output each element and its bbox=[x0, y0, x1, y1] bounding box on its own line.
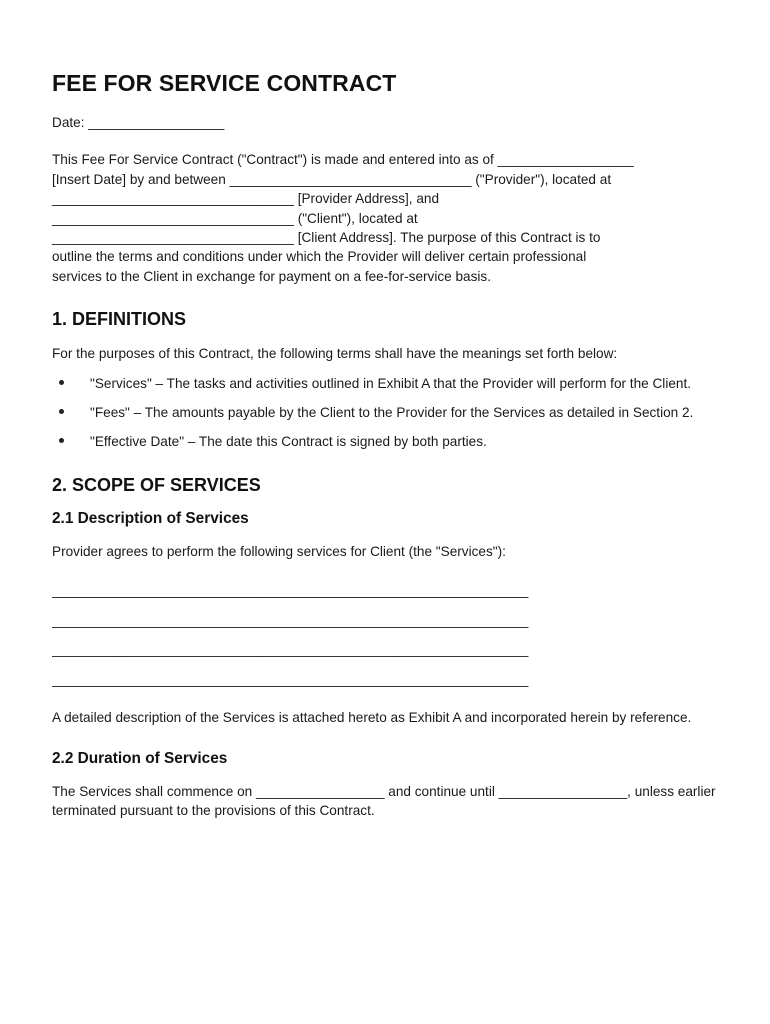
definition-text: "Fees" – The amounts payable by the Client to the Provider for the Services as detailed in Section 2. bbox=[90, 405, 694, 421]
date-line: Date: __________________ bbox=[52, 115, 225, 130]
subsection-2-1 bbox=[52, 510, 718, 728]
section-2-heading: 2. SCOPE OF SERVICES bbox=[52, 474, 261, 495]
bullet-icon bbox=[59, 380, 64, 385]
definition-item bbox=[52, 374, 710, 393]
definition-text: "Services" – The tasks and activities outlined in Exhibit A that the Provider will perform for the Client. bbox=[90, 375, 692, 391]
duration-text: The Services shall commence on _________________ and continue until _________________, unless earlier terminated pursuant to the provisions of this Contract. bbox=[52, 783, 716, 819]
services-blank-lines bbox=[52, 576, 718, 694]
intro-line: ________________________________ ("Client"), located at bbox=[52, 210, 418, 226]
subsection-2-2 bbox=[52, 750, 718, 821]
services-lead: Provider agrees to perform the following services for Client (the "Services"): bbox=[52, 543, 506, 559]
subsection-2-1-heading: 2.1 Description of Services bbox=[52, 509, 249, 527]
intro-line: services to the Client in exchange for payment on a fee-for-service basis. bbox=[52, 268, 491, 284]
intro-line: [Insert Date] by and between ________________________________ ("Provider"), located at bbox=[52, 171, 612, 187]
blank-line[interactable]: _______________________________________________________________ bbox=[52, 642, 529, 658]
definition-item bbox=[52, 432, 710, 451]
blank-line[interactable]: _______________________________________________________________ bbox=[52, 671, 529, 687]
definition-text: "Effective Date" – The date this Contract is signed by both parties. bbox=[90, 434, 487, 450]
subsection-2-2-heading: 2.2 Duration of Services bbox=[52, 749, 228, 767]
intro-line: ________________________________ [Client Address]. The purpose of this Contract is to bbox=[52, 230, 601, 246]
intro-line: ________________________________ [Provider Address], and bbox=[52, 191, 440, 207]
definition-item bbox=[52, 403, 710, 422]
bullet-icon bbox=[59, 438, 64, 443]
intro-line: This Fee For Service Contract ("Contract") is made and entered into as of __________________ bbox=[52, 152, 634, 168]
exhibit-note: A detailed description of the Services is attached hereto as Exhibit A and incorporated herein by reference. bbox=[52, 710, 692, 726]
document-title: FEE FOR SERVICE CONTRACT bbox=[52, 70, 397, 96]
blank-line[interactable]: _______________________________________________________________ bbox=[52, 583, 529, 599]
definitions-list bbox=[52, 374, 718, 452]
bullet-icon bbox=[59, 409, 64, 414]
section-1-heading: 1. DEFINITIONS bbox=[52, 309, 187, 330]
intro-line: outline the terms and conditions under which the Provider will deliver certain professional bbox=[52, 249, 587, 265]
definitions-lead: For the purposes of this Contract, the following terms shall have the meanings set forth below: bbox=[52, 346, 618, 362]
intro-paragraph bbox=[52, 150, 722, 286]
blank-line[interactable]: _______________________________________________________________ bbox=[52, 612, 529, 628]
